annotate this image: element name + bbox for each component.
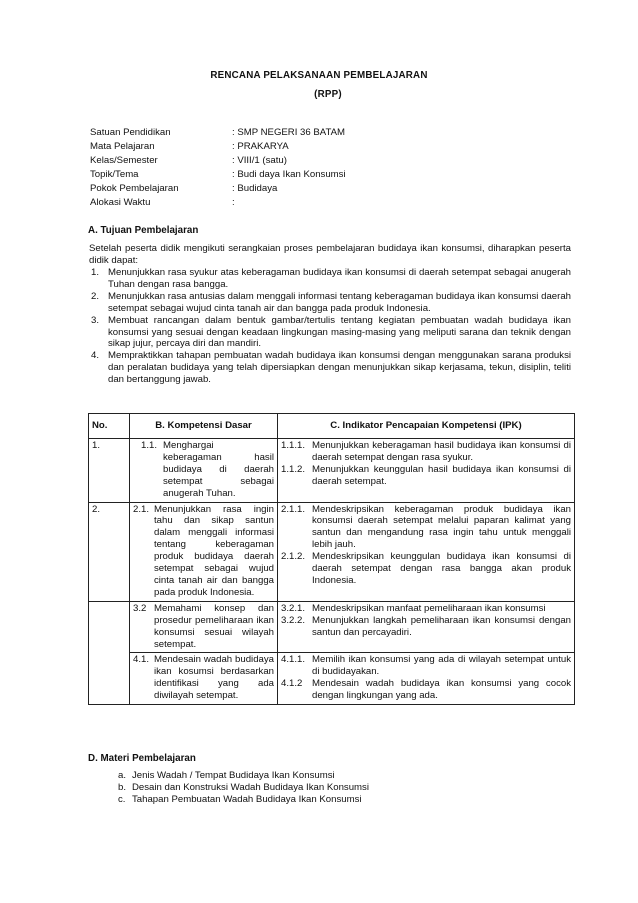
ipk-number: 4.1.1. <box>281 654 306 666</box>
table-row <box>89 439 575 503</box>
list-text: Membuat rancangan dalam bentuk gambar/tertulis tentang kegiatan pembuatan wadah budidaya ikan konsumsi yang sesuai dengan keadaan lingkungan masing-masing yang meliputi sarana dan teknik dengan sikap jujur, percaya diri dan mandiri. <box>108 314 571 350</box>
list-item <box>118 794 369 806</box>
ipk-text: Menunjukkan langkah pemeliharaan ikan konsumsi dengan santun dan percayadiri. <box>312 614 571 638</box>
list-text: Mempraktikkan tahapan pembuatan wadah budidaya ikan konsumsi dengan menggunakan sarana produksi dan peralatan budidaya yang telah dipersiapkan dengan menunjukkan sikap kerjasama, tekun, disiplin, teliti dan bertanggung jawab. <box>108 350 571 386</box>
list-number: c. <box>118 794 126 805</box>
list-text: Menunjukkan rasa syukur atas keberagaman budidaya ikan konsumsi di daerah setempat sebagai anugerah Tuhan dengan rasa bangga. <box>108 267 571 290</box>
table-row <box>89 502 575 601</box>
cell-no <box>89 601 130 653</box>
identity-label: Satuan Pendidikan <box>90 127 171 138</box>
list-number: 2. <box>91 290 100 302</box>
identity-value: : SMP NEGERI 36 BATAM <box>232 127 346 138</box>
cell-kd <box>130 502 278 601</box>
list-item <box>89 291 571 315</box>
kd-number: 3.2 <box>133 602 147 614</box>
document-subtitle: (RPP) <box>314 89 342 100</box>
header-no: No. <box>89 414 130 439</box>
identity-value: : <box>232 197 235 208</box>
kd-text: Menghargai keberagaman hasil budidaya di daerah setempat sebagai anugerah Tuhan. <box>163 440 274 499</box>
cell-ipk <box>278 653 575 705</box>
list-number: 1. <box>91 267 100 278</box>
ipk-number: 2.1.1. <box>281 503 306 515</box>
identity-label: Topik/Tema <box>90 169 139 180</box>
ipk-number: 3.2.2. <box>281 614 306 626</box>
cell-kd <box>130 601 278 653</box>
cell-no: 2. <box>89 502 130 601</box>
section-d-heading: D. Materi Pembelajaran <box>88 753 196 764</box>
list-item <box>89 315 571 351</box>
ipk-text: Menunjukkan keunggulan hasil budidaya ikan konsumsi di daerah setempat. <box>312 463 571 487</box>
cell-ipk <box>278 601 575 653</box>
list-text: Menunjukkan rasa antusias dalam menggali informasi tentang keberagaman budidaya ikan konsumsi daerah setempat sebagai wujud cinta tanah air dan bangga pada produk Indonesia. <box>108 290 571 314</box>
ipk-text: Memilih ikan konsumsi yang ada di wilayah setempat untuk di budidayakan. <box>312 654 571 678</box>
identity-value: : PRAKARYA <box>232 141 289 152</box>
ipk-text: Menunjukkan keberagaman hasil budidaya ikan konsumsi di daerah setempat dengan rasa syukur. <box>312 440 571 463</box>
document-title: RENCANA PELAKSANAAN PEMBELAJARAN <box>210 70 428 81</box>
ipk-text: Mendeskripsikan manfaat pemeliharaan ikan konsumsi <box>312 602 546 614</box>
ipk-number: 4.1.2 <box>281 678 303 690</box>
ipk-number: 1.1.1. <box>281 440 306 451</box>
identity-value: : Budidaya <box>232 183 278 194</box>
list-number: b. <box>118 782 127 793</box>
section-a-intro: Setelah peserta didik mengikuti serangkaian proses pembelajaran budidaya ikan konsumsi, diharapkan peserta didik dapat: <box>89 243 571 266</box>
kd-number: 4.1. <box>133 654 150 666</box>
list-text: Tahapan Pembuatan Wadah Budidaya Ikan Konsumsi <box>132 794 362 805</box>
list-text: Desain dan Konstruksi Wadah Budidaya Ikan Konsumsi <box>132 782 369 793</box>
table-row <box>89 601 575 653</box>
list-text: Jenis Wadah / Tempat Budidaya Ikan Konsumsi <box>132 770 335 781</box>
learning-goals-list <box>89 267 571 386</box>
cell-no: 1. <box>89 439 130 503</box>
list-item <box>89 350 571 386</box>
list-item <box>89 267 571 291</box>
table-row <box>89 653 575 705</box>
kd-number: 2.1. <box>133 503 150 515</box>
ipk-number: 3.2.1. <box>281 602 306 614</box>
kd-text: Memahami konsep dan prosedur pemeliharaan ikan konsumsi sesuai wilayah setempat. <box>154 602 274 650</box>
materials-list <box>118 770 369 806</box>
competency-table <box>88 413 575 705</box>
ipk-text: Mendeskripsikan keberagaman produk budidaya ikan konsumsi daerah setempat melalui paparan kalimat yang santun dan mengandung rasa ingin tahu untuk menggali lebih jauh. <box>312 503 571 551</box>
identity-label: Kelas/Semester <box>90 155 158 166</box>
cell-ipk <box>278 502 575 601</box>
header-kd: B. Kompetensi Dasar <box>130 414 278 439</box>
identity-value: : VIII/1 (satu) <box>232 155 287 166</box>
header-ipk: C. Indikator Pencapaian Kompetensi (IPK) <box>278 414 575 439</box>
ipk-number: 2.1.2. <box>281 551 306 563</box>
cell-kd <box>130 439 278 503</box>
section-a-heading: A. Tujuan Pembelajaran <box>88 225 199 236</box>
list-item <box>118 782 369 794</box>
identity-label: Pokok Pembelajaran <box>90 183 179 194</box>
kd-text: Mendesain wadah budidaya ikan kosumsi berdasarkan identifikasi yang ada diwilayah setempat. <box>154 654 274 702</box>
list-number: 4. <box>91 350 100 362</box>
list-number: a. <box>118 770 127 781</box>
cell-ipk <box>278 439 575 503</box>
table-header-row <box>89 414 575 439</box>
ipk-text: Mendesain wadah budidaya ikan konsumsi yang cocok dengan lingkungan yang ada. <box>312 678 571 702</box>
list-item <box>118 770 369 782</box>
kd-text: Menunjukkan rasa ingin tahu dan sikap santun dalam menggali informasi tentang keberagaman produk budidaya daerah setempat sebagai wujud cinta tanah air dan bangga pada produk Indonesia. <box>154 503 274 598</box>
list-number: 3. <box>91 314 100 326</box>
ipk-text: Mendeskripsikan keunggulan budidaya ikan konsumsi di daerah setempat dengan rasa bangga akan produk Indonesia. <box>312 551 571 586</box>
identity-label: Alokasi Waktu <box>90 197 151 208</box>
ipk-number: 1.1.2. <box>281 463 306 475</box>
identity-value: : Budi daya Ikan Konsumsi <box>232 169 346 180</box>
cell-no <box>89 653 130 705</box>
cell-kd <box>130 653 278 705</box>
kd-number: 1.1. <box>141 440 158 451</box>
identity-label: Mata Pelajaran <box>90 141 155 152</box>
